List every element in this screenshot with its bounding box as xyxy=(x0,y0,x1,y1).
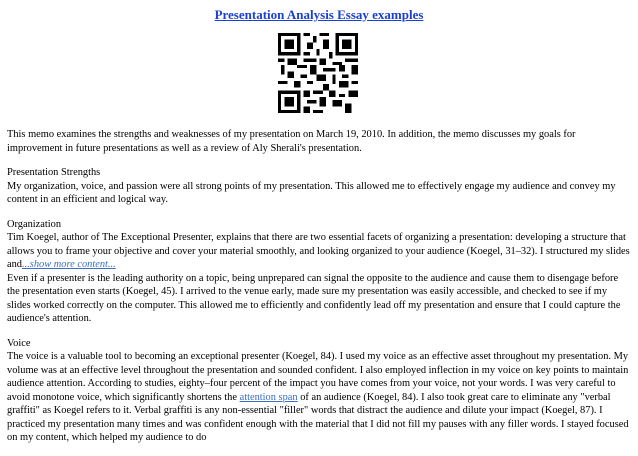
organization-heading: Organization xyxy=(7,218,62,230)
organization-section xyxy=(7,218,631,326)
qr-code-icon xyxy=(278,33,358,113)
strengths-heading: Presentation Strengths xyxy=(7,167,101,178)
intro-paragraph: This memo examines the strengths and weaknesses of my presentation on March 19, 2010. In addition, the memo discusses my goals for improvement in future presentations as well as a review of Aly Sherali's presentation. xyxy=(7,129,576,154)
organization-continued: Even if a presenter is the leading authority on a topic, being unprepared can signal the opposite to the audience and cause them to disengage before the presentation even starts (Koegel, 45). I arrived to the venue early, made sure my presentation was easily accessible, and checked to see if my slides worked correctly on the computer. This allowed me to efficiently and confidently lead off my presentation and ensure that I could capture the audience's attention. xyxy=(7,272,621,324)
show-more-link[interactable]: ...show more content... xyxy=(22,259,116,270)
strengths-section xyxy=(7,166,631,207)
voice-body-part2: of an audience (Koegel, 84). I also took great care to eliminate any "verbal graffiti" as Koegel refers to it. Verbal graffiti is any non-essential "filler" words that distract the audience and dilute your impact (Koegel, 87). I practiced my presentation many times and was confident enough with the material that I did not fill my pauses with any filler words. I stayed focused on my content, which helped my audience to do xyxy=(7,391,629,443)
voice-section xyxy=(7,337,631,445)
attention-span-link[interactable]: attention span xyxy=(239,391,298,403)
organization-body: Tim Koegel, author of The Exceptional Presenter, explains that there are two essential facets of organizing a presentation: developing a structure that allows you to frame your objective and cover your material smoothly, and looking organized to your audience (Koegel, 31–32). I structured my slides and xyxy=(7,232,630,270)
voice-body-part1: The voice is a valuable tool to becoming an exceptional presenter (Koegel, 84). I used my voice as an effective asset throughout my presentation. My volume was at an effective level throughout the presentation and sounded confident. I also employed inflection in my voice on key points to maintain audience attention. According to studies, eighty–four percent of the impact you have comes from your voice, not your words. I was very careful to avoid monotone voice, which significantly shortens the xyxy=(7,351,629,403)
page-title xyxy=(0,7,638,23)
voice-heading: Voice xyxy=(7,337,31,349)
strengths-body: My organization, voice, and passion were all strong points of my presentation. This allowed me to effectively engage my audience and convey my content in an efficient and logical way. xyxy=(7,180,616,205)
essay-body xyxy=(7,128,631,456)
title-link[interactable]: Presentation Analysis Essay examples xyxy=(214,7,424,22)
